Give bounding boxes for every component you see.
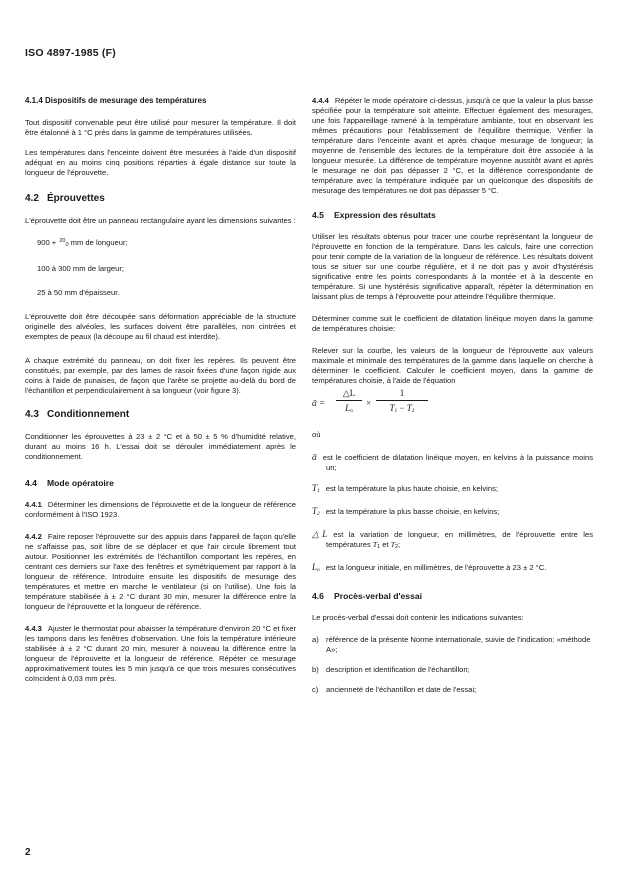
paragraph: Déterminer comme suit le coefficient de dilatation linéique moyen dans la gamme de températures choisie: bbox=[312, 314, 593, 333]
section-title: Éprouvettes bbox=[47, 193, 105, 204]
fraction-bar bbox=[336, 400, 362, 401]
fraction-bar bbox=[376, 400, 428, 401]
section-heading-4-4 bbox=[25, 478, 296, 488]
list-item: c) ancienneté de l'échantillon et date de l'essai; bbox=[312, 685, 477, 694]
list-item: b) description et identification de l'échantillon; bbox=[312, 665, 470, 674]
section-heading-4-6 bbox=[312, 591, 593, 601]
document-header: ISO 4897-1985 (F) bbox=[25, 47, 116, 59]
left-column bbox=[25, 96, 296, 694]
right-column bbox=[312, 96, 593, 705]
paragraph-4-4-1: 4.4.1 Déterminer les dimensions de l'éprouvette et de la longueur de référence conformément à l'ISO 1923. bbox=[25, 500, 296, 519]
paragraph: Tout dispositif convenable peut être utilisé pour mesurer la température. Il doit être étalonné à 1 °C près dans la gamme de températures utilisées. bbox=[25, 118, 296, 137]
definition-l0: Lo est la longueur initiale, en millimètres, de l'éprouvette à 23 ± 2 °C. bbox=[312, 562, 547, 573]
section-number: 4.5 bbox=[312, 210, 324, 220]
section-title: Conditionnement bbox=[47, 409, 130, 420]
equation-fraction-1: △L Lo bbox=[336, 388, 362, 416]
list-item: a) référence de la présente Norme internationale, suivie de l'indication: «méthode A»; bbox=[312, 635, 591, 654]
section-title: Expression des résultats bbox=[334, 210, 436, 220]
section-number: 4.3 bbox=[25, 409, 39, 420]
definition-alpha: ᾱ est le coefficient de dilatation linéique moyen, en kelvins à la puissance moins un; bbox=[312, 452, 593, 472]
section-number: 4.6 bbox=[312, 591, 324, 601]
section-heading-4-5 bbox=[312, 210, 593, 220]
section-number: 4.2 bbox=[25, 193, 39, 204]
paragraph: Le procès-verbal d'essai doit contenir les indications suivantes: bbox=[312, 613, 524, 622]
paragraph: Les températures dans l'enceinte doivent être mesurées à l'aide d'un dispositif adéquat en au moins cinq positions réparties à égale distance sur toute la longueur de l'éprouvette. bbox=[25, 148, 296, 177]
section-title: Mode opératoire bbox=[47, 478, 114, 488]
paragraph: A chaque extrémité du panneau, on doit fixer les repères. Ils peuvent être constitués, par exemple, par des lames de rasoir fixées d'une façon rigide aux coins à l'aide de punaises, de façon que l'arête se projette au-delà du bord de l'échantillon et perpendiculairement à sa longueur (voir figure 3). bbox=[25, 356, 296, 395]
section-number: 4.4 bbox=[25, 478, 37, 488]
paragraph: Relever sur la courbe, les valeurs de la longueur de l'éprouvette aux valeurs maximale et minimale des températures de la gamme dans laquelle on cherche à déterminer le coefficient. Calculer le coefficient moyen, dans la gamme de températures choisie, à l'aide de l'équation bbox=[312, 346, 593, 385]
section-heading-4-3 bbox=[25, 410, 296, 420]
dimension-width: 100 à 300 mm de largeur; bbox=[37, 264, 124, 273]
dimension-thickness: 25 à 50 mm d'épaisseur. bbox=[37, 288, 120, 297]
paragraph-4-4-4: 4.4.4 Répéter le mode opératoire ci-dessus, jusqu'à ce que la valeur la plus basse spécifiée pour la température soit atteinte. Effectuer également des mesurages, une fois l'appareillage ramené à la température ambiante, tout en observant les mêmes précautions pour l'établissement de l'équilibre thermique. Vérifier la température dans l'enceinte avant et après chaque mesurage de longueur; la moyenne de l'ensemble des lectures de la température doit être associée à la longueur mesurée. La différence de température moyenne aussitôt avant et après le mesurage ne doit pas dépasser 2 °C, et la différence correspondante de température avec la température indiquée par un quelconque des dispositifs de mesurage des températures ne doit pas dépasser 5 °C. bbox=[312, 96, 593, 195]
paragraph: Utiliser les résultats obtenus pour tracer une courbe représentant la longueur de l'éprouvette en fonction de la température. Dans les calculs, faire une correction pour tenir compte de la variation de la longueur de référence. Les résultats doivent tous se situer sur une courbe régulière, et il ne doit pas y avoir d'hystérésis significative entre les points correspondants à la montée et à la descente en température. Si une hystérésis significative apparaît, répéter la détermination en laissant plus de temps à l'éprouvette pour atteindre l'équilibre thermique. bbox=[312, 232, 593, 301]
paragraph: Conditionner les éprouvettes à 23 ± 2 °C et à 50 ± 5 % d'humidité relative, durant au moins 16 h. L'essai doit se dérouler immédiatement après le conditionnement. bbox=[25, 432, 296, 461]
definition-t2: T2 est la température la plus basse choisie, en kelvins; bbox=[312, 506, 500, 517]
equation-fraction-2: 1 T1 − T2 bbox=[376, 388, 428, 416]
where-label: où bbox=[312, 430, 321, 439]
equation-times: × bbox=[366, 398, 372, 408]
definition-t1: T1 est la température la plus haute choisie, en kelvins; bbox=[312, 483, 498, 494]
paragraph: L'éprouvette doit être découpée sans déformation appréciable de la structure originelle des alvéoles, les surfaces doivent être parallèles, non cintrées et exemptes de peaux (la découpe au fil chaud est interdite). bbox=[25, 312, 296, 341]
page-number: 2 bbox=[25, 847, 31, 858]
definition-delta-l: △L est la variation de longueur, en millimètres, de l'éprouvette entre les températures T1 et T2; bbox=[312, 529, 593, 550]
equation bbox=[312, 388, 593, 420]
paragraph-4-4-3: 4.4.3 Ajuster le thermostat pour abaisser la température d'environ 20 °C et fixer les tampons dans les fenêtres d'observation. Une fois la température intérieure stabilisée à ± 2 °C durant 20 min, mesurer à nouveau la différence entre la longueur de l'éprouvette et la longueur de référence. Répéter ce mesurage approximativement toutes les 5 min jusqu'à ce que trois mesures consécutives coïncident à 0,03 mm près. bbox=[25, 624, 296, 683]
equation-lhs: ᾱ = bbox=[312, 398, 326, 408]
paragraph-4-4-2: 4.4.2 Faire reposer l'éprouvette sur des appuis dans l'appareil de façon qu'elle ne s'affaisse pas, soit libre de se déplacer et que l'air circule librement tout autour. Positionner les extrémités de l'échantillon comportant les repères, en centrant ces derniers sur l'axe des fenêtres et symétriquement par rapport à la longueur de référence. Introduire ensuite les dispositifs de mesurage des températures et mettre en marche le ventilateur (si on l'utilise). Une fois la température stabilisée à ± 2 °C durant 30 min, mesurer la différence entre la longueur de l'éprouvette et la longueur de référence. bbox=[25, 532, 296, 611]
dimension-length: 900 + $^{20}$0 mm de longueur; bbox=[37, 238, 128, 248]
paragraph: L'éprouvette doit être un panneau rectangulaire ayant les dimensions suivantes : bbox=[25, 216, 296, 225]
section-heading-4-2 bbox=[25, 194, 296, 204]
section-heading-4-1-4: 4.1.4 Dispositifs de mesurage des températures bbox=[25, 96, 207, 105]
section-title: Procès-verbal d'essai bbox=[334, 591, 423, 601]
